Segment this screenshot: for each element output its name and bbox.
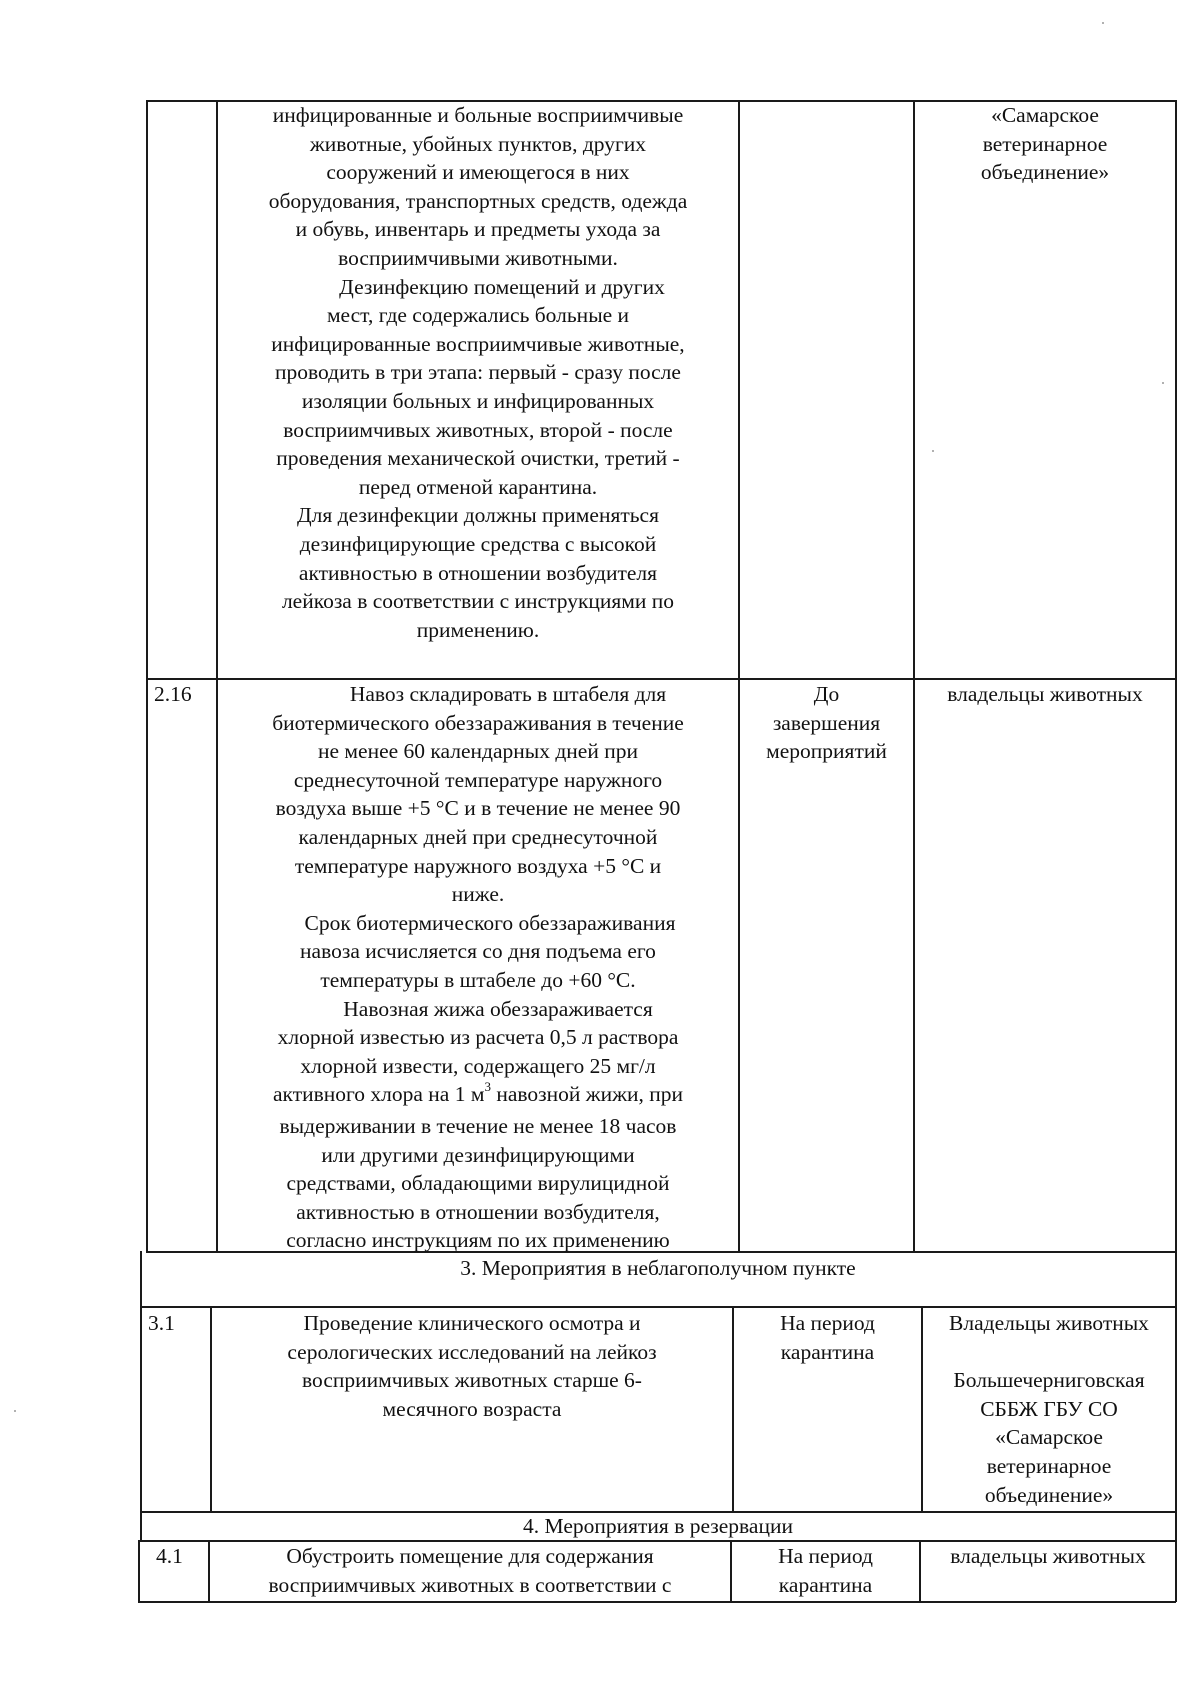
measure-text-4-1	[210, 1542, 730, 1599]
text-line	[218, 1080, 738, 1112]
superscript: 3	[484, 1079, 491, 1095]
term-4-1	[732, 1542, 919, 1599]
text-line: активностью в отношении возбудителя	[298, 560, 658, 585]
text-line: среднесуточной температуре наружного	[293, 767, 663, 792]
text-fragment: активного хлора на 1 м	[272, 1082, 485, 1107]
term-line: карантина	[780, 1339, 875, 1364]
text-line: оборудования, транспортных средств, одежда	[268, 188, 688, 213]
responsible-line: «Самарское	[991, 103, 1099, 127]
text-line: восприимчивыми животными.	[338, 245, 618, 270]
text-fragment: навозной жижи, при	[490, 1082, 684, 1107]
column-divider	[913, 100, 915, 1251]
text-line: Проведение клинического осмотра и	[303, 1311, 641, 1335]
text-line: восприимчивых животных, второй - после	[283, 417, 673, 442]
text-line: Навозная жижа обеззараживается	[343, 996, 653, 1021]
responsible-line: Большечерниговская	[953, 1368, 1145, 1393]
section-divider	[140, 1306, 1176, 1308]
text-line: согласно инструкциям по их применению	[286, 1228, 670, 1253]
text-line: применению.	[416, 617, 540, 642]
responsible-line: СББЖ ГБУ СО	[980, 1396, 1118, 1421]
text-line: изоляции больных и инфицированных	[301, 388, 655, 413]
text-line: хлорной извести, содержащего 25 мг/л	[300, 1053, 656, 1078]
table-border-bottom	[138, 1601, 1176, 1603]
responsible-line: ветеринарное	[986, 1453, 1112, 1478]
text-line: хлорной известью из расчета 0,5 л раствора	[277, 1025, 679, 1050]
text-line: животные, убойных пунктов, других	[309, 131, 647, 156]
row-number: 3.1	[148, 1311, 175, 1335]
measure-text-3-1	[212, 1309, 732, 1423]
responsible-line: объединение»	[980, 160, 1110, 185]
responsible-line	[923, 1338, 1175, 1367]
term-line: На период	[778, 1544, 873, 1568]
text-line: лейкоза в соответствии с инструкциями по	[281, 589, 675, 614]
responsible-3-1	[923, 1309, 1175, 1509]
table-border-right	[1175, 100, 1177, 1251]
scan-speck	[1162, 382, 1164, 384]
table-border-left	[146, 100, 148, 1251]
text-line: биотермического обеззараживания в течение	[272, 710, 684, 735]
text-line: средствами, обладающими вирулицидной	[286, 1171, 670, 1196]
scan-speck	[14, 1410, 16, 1412]
row-number: 4.1	[156, 1544, 183, 1568]
responsible-2-16: владельцы животных	[947, 682, 1143, 706]
text-line: инфицированные и больные восприимчивые	[272, 103, 684, 127]
term-line: До	[813, 682, 840, 706]
text-line: температуре наружного воздуха +5 °С и	[294, 853, 662, 878]
term-line: завершения	[772, 710, 881, 735]
scan-speck	[1102, 22, 1104, 24]
table-border-left	[138, 1540, 140, 1602]
text-line: восприимчивых животных старше 6-	[302, 1368, 642, 1393]
text-line: серологических исследований на лейкоз	[287, 1339, 657, 1364]
term-line: карантина	[778, 1572, 873, 1597]
row-number: 2.16	[154, 682, 192, 706]
text-line: Дезинфекцию помещений и других	[339, 274, 665, 299]
text-line: дезинфицирующие средства с высокой	[299, 531, 657, 556]
text-line: Навоз складировать в штабеля для	[349, 682, 667, 706]
measure-text-continuation	[218, 101, 738, 644]
text-line: Для дезинфекции должны применяться	[297, 503, 659, 528]
responsible-line: Владельцы животных	[949, 1311, 1149, 1335]
text-line: проведения механической очистки, третий -	[276, 446, 680, 471]
measure-text-2-16	[218, 680, 738, 1255]
text-line: выдерживании в течение не менее 18 часов	[279, 1113, 677, 1138]
text-line: проводить в три этапа: первый - сразу после	[275, 360, 681, 385]
text-line: перед отменой карантина.	[358, 474, 598, 499]
text-line: инфицированные восприимчивые животные,	[271, 331, 685, 356]
responsible-line: объединение»	[984, 1482, 1114, 1507]
responsible-continuation	[915, 101, 1175, 187]
table-border-right	[1175, 1540, 1177, 1602]
responsible-line: ветеринарное	[982, 131, 1108, 156]
text-line: или другими дезинфицирующими	[321, 1142, 635, 1167]
section-title-4: 4. Мероприятия в резервации	[523, 1514, 793, 1538]
text-line: воздуха выше +5 °С и в течение не менее 90	[275, 796, 681, 821]
text-line: навоза исчисляется со дня подъема его	[300, 939, 656, 964]
responsible-4-1: владельцы животных	[950, 1544, 1146, 1568]
table-border-right	[1175, 1306, 1177, 1512]
term-line: мероприятий	[766, 739, 887, 764]
text-line: мест, где содержались больные и	[326, 303, 630, 328]
text-line: и обувь, инвентарь и предметы ухода за	[295, 217, 661, 242]
text-line: Срок биотермического обеззараживания	[304, 910, 676, 935]
text-line: не менее 60 календарных дней при	[318, 739, 638, 764]
scan-speck	[932, 450, 934, 452]
text-line: Обустроить помещение для содержания	[286, 1544, 654, 1568]
term-3-1	[734, 1309, 921, 1366]
text-line: температуры в штабеле до +60 °С.	[320, 967, 636, 992]
text-line: восприимчивых животных в соответствии с	[268, 1572, 672, 1597]
column-divider	[738, 100, 740, 1251]
text-line: сооружений и имеющегося в них	[326, 160, 630, 185]
text-line: ниже.	[451, 882, 505, 907]
text-line: активностью в отношении возбудителя,	[296, 1199, 660, 1224]
section-title-3: 3. Мероприятия в неблагополучном пункте	[460, 1256, 856, 1280]
text-line: календарных дней при среднесуточной	[298, 824, 658, 849]
term-2-16	[740, 680, 913, 766]
term-line: На период	[780, 1311, 875, 1335]
responsible-line: «Самарское	[995, 1425, 1103, 1450]
text-line: месячного возраста	[382, 1396, 562, 1421]
